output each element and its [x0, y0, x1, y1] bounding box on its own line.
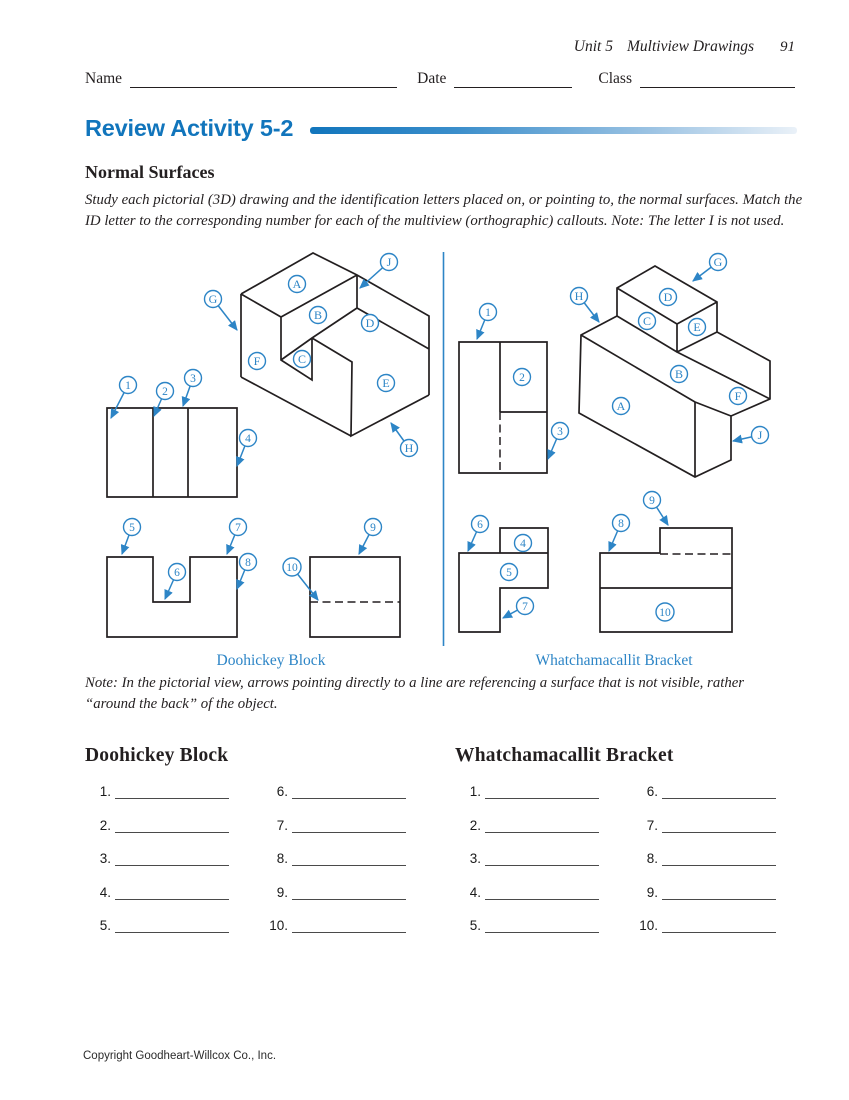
answer-blank — [485, 783, 599, 799]
answer-row — [262, 780, 422, 799]
svg-text:6: 6 — [477, 519, 483, 531]
svg-text:C: C — [642, 314, 652, 328]
callout-number-7 — [230, 519, 247, 536]
answer-row — [632, 914, 792, 933]
svg-text:A: A — [616, 399, 626, 413]
answer-number: 8. — [646, 851, 658, 866]
callout-letter-c — [639, 313, 656, 330]
answer-row — [262, 914, 422, 933]
answer-row — [262, 881, 422, 900]
copyright-notice: Copyright Goodheart-Willcox Co., Inc. — [83, 1050, 277, 1062]
svg-text:3: 3 — [190, 373, 196, 385]
svg-text:J: J — [386, 255, 392, 269]
bracket-lshape-view-edges — [459, 528, 548, 632]
student-id-row — [85, 70, 795, 88]
callout-number-4 — [240, 430, 257, 447]
answer-blank — [485, 917, 599, 933]
callout-number-10 — [283, 558, 301, 576]
callout-number-3 — [185, 370, 202, 387]
unit-label: Unit 5 — [573, 38, 613, 55]
answer-blank — [292, 817, 406, 833]
callout-number-3 — [552, 423, 569, 440]
answer-row — [262, 814, 422, 833]
answer-number: 8. — [276, 851, 288, 866]
answer-row — [262, 847, 422, 866]
svg-text:7: 7 — [235, 522, 241, 534]
answer-number: 9. — [646, 884, 658, 900]
title-rule — [310, 127, 797, 134]
answer-number: 2. — [99, 817, 111, 833]
answer-blank — [115, 783, 229, 799]
callout-number-6 — [472, 516, 489, 533]
answer-number: 7. — [646, 817, 658, 833]
answer-blank — [485, 817, 599, 833]
answer-blank — [662, 884, 776, 900]
answer-number: 5. — [99, 918, 111, 933]
answer-number: 5. — [469, 918, 481, 933]
callout-number-9 — [644, 492, 661, 509]
answer-blank — [662, 850, 776, 866]
callout-letter-d — [362, 315, 379, 332]
answer-row — [85, 780, 253, 799]
answers-doohickey — [85, 745, 430, 948]
answer-blank — [662, 783, 776, 799]
answer-number: 2. — [469, 817, 481, 833]
answer-row — [632, 847, 792, 866]
callout-letter-h — [571, 288, 588, 305]
svg-text:C: C — [297, 352, 307, 366]
callout-number-2 — [157, 383, 174, 400]
answer-blank — [292, 884, 406, 900]
callout-letter-e — [689, 319, 706, 336]
answer-number: 9. — [276, 884, 288, 900]
answer-blank — [485, 850, 599, 866]
callout-number-5 — [124, 519, 141, 536]
svg-text:1: 1 — [485, 307, 491, 319]
chapter-title: Multiview Drawings — [626, 38, 754, 55]
answer-number: 6. — [276, 784, 288, 799]
doohickey-pictorial-edges — [241, 253, 429, 436]
callout-letter-j — [752, 427, 769, 444]
svg-text:G: G — [208, 292, 218, 306]
answer-number: 3. — [99, 851, 111, 866]
svg-text:5: 5 — [129, 522, 135, 534]
svg-text:B: B — [313, 308, 323, 322]
answer-blank — [292, 783, 406, 799]
svg-text:D: D — [365, 316, 375, 330]
svg-text:B: B — [674, 367, 684, 381]
svg-text:H: H — [574, 289, 584, 303]
bracket-left-view-edges — [459, 342, 547, 473]
callout-number-8 — [613, 515, 630, 532]
answer-blank — [662, 817, 776, 833]
doohickey-side-view-edges — [310, 557, 400, 637]
answer-blank — [115, 850, 229, 866]
callout-number-6 — [169, 564, 186, 581]
callout-number-1 — [480, 304, 497, 321]
instructions-text: Study each pictorial (3D) drawing and the identification letters placed on, or pointing to, the normal surfaces. Match the ID letter to the corresponding number for each of the multiview (orthographic) callouts. Note: The letter I is not used. — [85, 192, 803, 229]
date-label: Date — [417, 70, 447, 87]
svg-text:9: 9 — [370, 522, 376, 534]
answer-row — [85, 881, 253, 900]
note-text: Note: In the pictorial view, arrows pointing directly to a line are referencing a surface that is not visible, rather “around the back” of the object. — [85, 675, 745, 712]
answer-row — [85, 814, 253, 833]
callout-number-1 — [120, 377, 137, 394]
answer-blank — [292, 850, 406, 866]
answer-number: 4. — [469, 884, 481, 900]
name-label: Name — [85, 70, 123, 87]
answer-number: 1. — [99, 784, 111, 799]
svg-text:4: 4 — [245, 433, 251, 445]
answer-number: 6. — [646, 784, 658, 799]
doohickey-caption: Doohickey Block — [216, 652, 326, 669]
svg-text:J: J — [757, 428, 763, 442]
svg-text:1: 1 — [125, 380, 131, 392]
svg-text:F: F — [734, 389, 742, 403]
svg-text:F: F — [253, 354, 261, 368]
class-blank — [640, 73, 795, 88]
activity-title: Review Activity 5-2 — [85, 115, 294, 141]
answer-blank — [485, 884, 599, 900]
callout-letter-b — [671, 366, 688, 383]
answer-number: 1. — [469, 784, 481, 799]
callout-letter-d — [660, 289, 677, 306]
date-blank — [454, 73, 572, 88]
callout-letter-a — [289, 276, 306, 293]
callout-letter-e — [378, 375, 395, 392]
answer-blank — [115, 884, 229, 900]
svg-text:8: 8 — [618, 518, 624, 530]
svg-text:A: A — [292, 277, 302, 291]
svg-text:D: D — [663, 290, 673, 304]
answer-number: 4. — [99, 884, 111, 900]
callout-number-5 — [501, 564, 518, 581]
callout-number-7 — [517, 598, 534, 615]
svg-text:8: 8 — [245, 557, 251, 569]
svg-text:10: 10 — [286, 562, 298, 574]
answer-row — [455, 780, 623, 799]
callout-number-2 — [514, 369, 531, 386]
bracket-caption: Whatchamacallit Bracket — [535, 652, 693, 669]
callout-letter-f — [249, 353, 266, 370]
callout-number-9 — [365, 519, 382, 536]
svg-text:9: 9 — [649, 495, 655, 507]
svg-text:4: 4 — [520, 538, 526, 550]
answer-row — [632, 780, 792, 799]
answer-blank — [662, 917, 776, 933]
svg-text:7: 7 — [522, 601, 528, 613]
answer-row — [455, 914, 623, 933]
answer-row — [455, 881, 623, 900]
answers-bracket — [455, 745, 800, 948]
class-label: Class — [598, 70, 632, 87]
name-blank — [130, 73, 397, 88]
callout-letter-f — [730, 388, 747, 405]
answer-row — [455, 814, 623, 833]
svg-text:10: 10 — [659, 607, 671, 619]
section-heading: Normal Surfaces — [85, 162, 215, 182]
answer-number: 7. — [276, 817, 288, 833]
callout-letter-c — [294, 351, 311, 368]
answer-blank — [292, 917, 406, 933]
answers-doohickey-heading: Doohickey Block — [85, 745, 229, 766]
page-number: 91 — [780, 39, 795, 55]
answer-blank — [115, 917, 229, 933]
answer-blank — [115, 817, 229, 833]
svg-text:H: H — [404, 441, 414, 455]
bracket-number-callouts — [472, 304, 675, 622]
answer-row — [632, 881, 792, 900]
svg-text:G: G — [713, 255, 723, 269]
svg-text:E: E — [693, 320, 701, 334]
answer-row — [85, 847, 253, 866]
svg-text:2: 2 — [162, 386, 168, 398]
callout-letter-j — [381, 254, 398, 271]
answer-number: 10. — [639, 918, 658, 933]
svg-text:E: E — [382, 376, 390, 390]
svg-text:5: 5 — [506, 567, 512, 579]
running-head — [574, 38, 795, 56]
answer-row — [455, 847, 623, 866]
figure-drawings — [0, 240, 849, 675]
svg-text:3: 3 — [557, 426, 563, 438]
answer-row — [85, 914, 253, 933]
answer-number: 10. — [269, 918, 288, 933]
callout-letter-h — [401, 440, 418, 457]
callout-letter-g — [205, 291, 222, 308]
callout-number-10 — [656, 603, 674, 621]
callout-number-4 — [515, 535, 532, 552]
svg-text:6: 6 — [174, 567, 180, 579]
answers-bracket-heading: Whatchamacallit Bracket — [455, 745, 674, 766]
callout-letter-a — [613, 398, 630, 415]
bracket-letter-callouts — [571, 254, 769, 444]
doohickey-front-view-edges — [107, 408, 237, 497]
callout-letter-b — [310, 307, 327, 324]
answer-number: 3. — [469, 851, 481, 866]
callout-number-8 — [240, 554, 257, 571]
svg-text:2: 2 — [519, 372, 525, 384]
callout-letter-g — [710, 254, 727, 271]
doohickey-number-callouts — [120, 370, 382, 581]
answer-row — [632, 814, 792, 833]
